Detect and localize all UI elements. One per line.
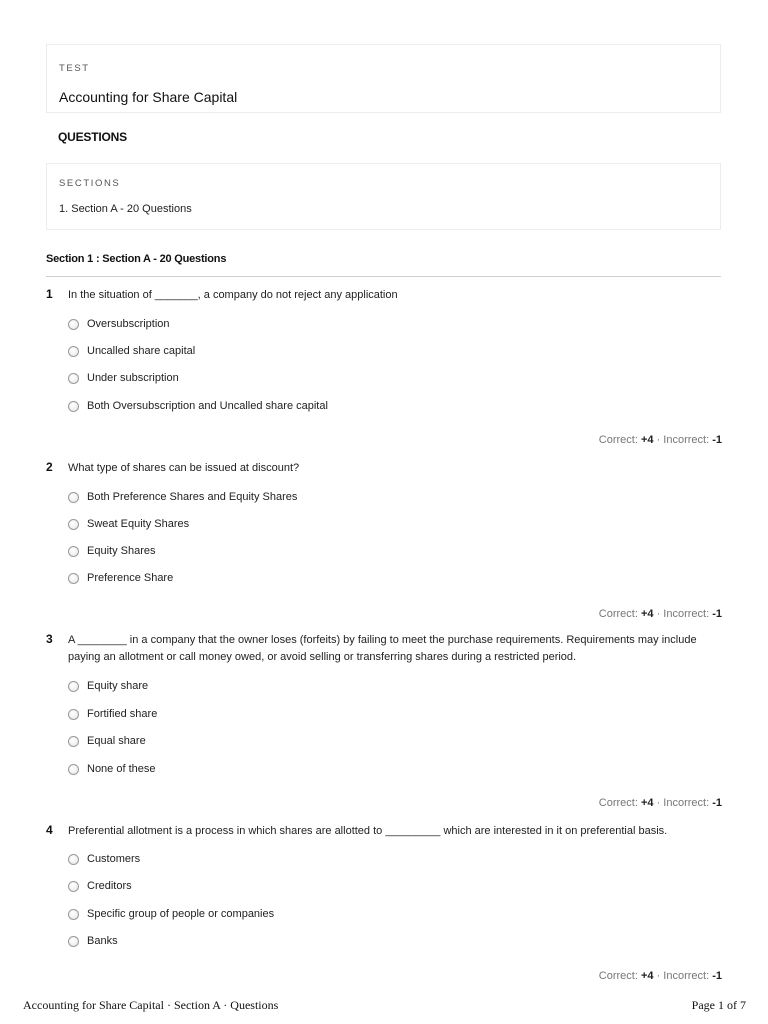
question-text: What type of shares can be issued at discount? xyxy=(68,462,300,474)
radio-button[interactable] xyxy=(68,492,79,503)
page-number: Page 1 of 7 xyxy=(691,998,746,1012)
marks-info: Correct: +4 · Incorrect: -1 xyxy=(598,797,722,809)
question-number: 1 xyxy=(46,287,53,301)
option-label: Oversubscription xyxy=(87,318,170,330)
option-label: Equity Shares xyxy=(87,545,156,557)
question-text: In the situation of _______, a company do not reject any application xyxy=(68,289,398,301)
marks-info: Correct: +4 · Incorrect: -1 xyxy=(598,608,722,620)
test-label: TEST xyxy=(59,63,90,74)
sections-card xyxy=(46,163,721,230)
question-number: 4 xyxy=(46,823,53,837)
test-title: Accounting for Share Capital xyxy=(59,89,238,105)
test-card xyxy=(46,44,721,113)
divider xyxy=(46,276,721,277)
radio-button[interactable] xyxy=(68,681,79,692)
question-text: A ________ in a company that the owner loses (forfeits) by failing to meet the purchase requirements. Requirements may include paying an allotment or call money owed, or avoid selling or transferring shares during a restricted period. xyxy=(68,634,697,663)
option-label: Uncalled share capital xyxy=(87,345,196,357)
option-label: Customers xyxy=(87,853,141,865)
radio-button[interactable] xyxy=(68,764,79,775)
marks-info: Correct: +4 · Incorrect: -1 xyxy=(598,434,722,446)
option-label: Banks xyxy=(87,935,118,947)
marks-info: Correct: +4 · Incorrect: -1 xyxy=(598,970,722,982)
option-label: Creditors xyxy=(87,880,132,892)
radio-button[interactable] xyxy=(68,519,79,530)
option-label: Equity share xyxy=(87,680,149,692)
option-label: Both Oversubscription and Uncalled share capital xyxy=(87,400,328,412)
radio-button[interactable] xyxy=(68,546,79,557)
footer-left: Accounting for Share Capital · Section A · Questions xyxy=(23,998,279,1012)
questions-heading: QUESTIONS xyxy=(58,130,127,144)
option-label: Sweat Equity Shares xyxy=(87,518,190,530)
option-label: Specific group of people or companies xyxy=(87,908,275,920)
section-item[interactable]: 1. Section A - 20 Questions xyxy=(59,203,192,215)
option-label: None of these xyxy=(87,763,156,775)
radio-button[interactable] xyxy=(68,709,79,720)
section-heading: Section 1 : Section A - 20 Questions xyxy=(46,253,227,265)
option-label: Under subscription xyxy=(87,372,179,384)
radio-button[interactable] xyxy=(68,909,79,920)
question-number: 2 xyxy=(46,460,53,474)
radio-button[interactable] xyxy=(68,319,79,330)
radio-button[interactable] xyxy=(68,573,79,584)
question-text: Preferential allotment is a process in which shares are allotted to _________ which are interested in it on preferential basis. xyxy=(68,825,668,837)
option-label: Equal share xyxy=(87,735,146,747)
radio-button[interactable] xyxy=(68,346,79,357)
radio-button[interactable] xyxy=(68,736,79,747)
option-label: Preference Share xyxy=(87,572,174,584)
radio-button[interactable] xyxy=(68,854,79,865)
option-label: Both Preference Shares and Equity Shares xyxy=(87,491,298,503)
sections-label: SECTIONS xyxy=(59,178,121,189)
option-label: Fortified share xyxy=(87,708,158,720)
radio-button[interactable] xyxy=(68,373,79,384)
radio-button[interactable] xyxy=(68,881,79,892)
question-number: 3 xyxy=(46,632,53,646)
radio-button[interactable] xyxy=(68,401,79,412)
radio-button[interactable] xyxy=(68,936,79,947)
